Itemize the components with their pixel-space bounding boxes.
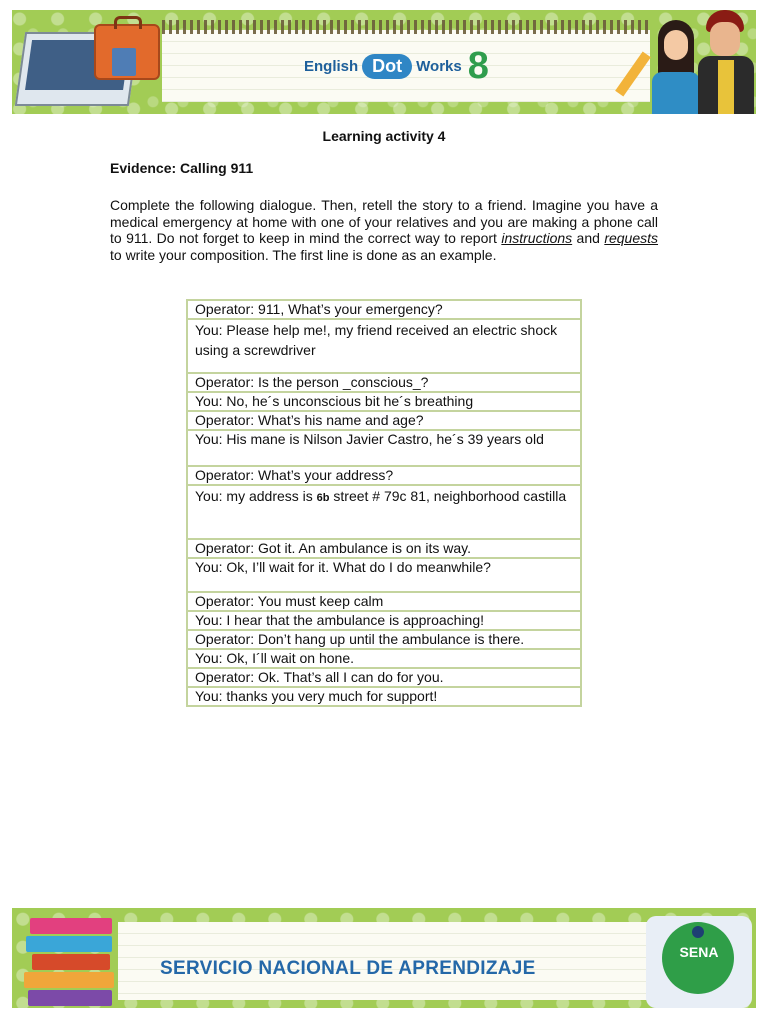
dialogue-line: You: No, he´s unconscious bit he´s breathing bbox=[187, 392, 581, 411]
sena-logo-figure-icon bbox=[692, 926, 704, 938]
dialogue-line: Operator: What’s his name and age? bbox=[187, 411, 581, 430]
footer-banner bbox=[12, 908, 756, 1008]
dialogue-line: You: thanks you very much for support! bbox=[187, 687, 581, 706]
logo-works: Works bbox=[416, 57, 462, 75]
instructions-paragraph bbox=[110, 197, 658, 263]
table-row bbox=[187, 539, 581, 558]
table-row bbox=[187, 319, 581, 373]
dialogue-line: You: Ok, I’ll wait for it. What do I do meanwhile? bbox=[187, 558, 581, 592]
dialogue-line: You: Ok, I´ll wait on hone. bbox=[187, 649, 581, 668]
address-text-end: street # 79c 81, neighborhood castilla bbox=[329, 488, 567, 504]
dialogue-line: Operator: Don’t hang up until the ambulance is there. bbox=[187, 630, 581, 649]
table-row bbox=[187, 611, 581, 630]
page-title: Learning activity 4 bbox=[322, 128, 446, 144]
sena-logo bbox=[646, 916, 752, 1008]
dialogue-line: Operator: 911, What’s your emergency? bbox=[187, 300, 581, 319]
instructions-text-mid: and bbox=[572, 230, 605, 247]
dialogue-line: Operator: Got it. An ambulance is on its way. bbox=[187, 539, 581, 558]
dialogue-table bbox=[186, 299, 582, 707]
logo-dot: Dot bbox=[362, 54, 412, 79]
table-row bbox=[187, 430, 581, 466]
evidence-heading: Evidence: Calling 911 bbox=[110, 160, 254, 176]
organization-name: SERVICIO NACIONAL DE APRENDIZAJE bbox=[160, 958, 536, 979]
dialogue-line: Operator: Ok. That’s all I can do for you. bbox=[187, 668, 581, 687]
address-text-start: You: my address is bbox=[195, 488, 317, 504]
logo-level-number: 8 bbox=[467, 45, 489, 87]
english-dot-works-logo bbox=[304, 46, 489, 86]
table-row bbox=[187, 300, 581, 319]
table-row bbox=[187, 392, 581, 411]
dialogue-line bbox=[187, 485, 581, 539]
pencil-cup-illustration bbox=[112, 48, 136, 76]
address-street-number: 6b bbox=[316, 492, 330, 504]
table-row bbox=[187, 373, 581, 392]
dialogue-line: You: His mane is Nilson Javier Castro, he´s 39 years old bbox=[187, 430, 581, 466]
instructions-link-word: instructions bbox=[501, 230, 573, 247]
dialogue-line: Operator: You must keep calm bbox=[187, 592, 581, 611]
table-row bbox=[187, 592, 581, 611]
table-row bbox=[187, 687, 581, 706]
table-row bbox=[187, 466, 581, 485]
table-row bbox=[187, 649, 581, 668]
table-row bbox=[187, 668, 581, 687]
table-row bbox=[187, 558, 581, 592]
dialogue-line: You: Please help me!, my friend received an electric shock using a screwdriver bbox=[187, 319, 581, 373]
table-row bbox=[187, 411, 581, 430]
student-girl-illustration bbox=[652, 20, 702, 114]
dialogue-line: Operator: What’s your address? bbox=[187, 466, 581, 485]
student-boy-illustration bbox=[698, 10, 754, 114]
logo-english: English bbox=[304, 57, 359, 75]
table-row bbox=[187, 630, 581, 649]
requests-link-word: requests bbox=[604, 230, 659, 247]
dialogue-line: Operator: Is the person _conscious_? bbox=[187, 373, 581, 392]
header-banner bbox=[12, 10, 756, 114]
instructions-text-start: Complete the following dialogue. Then, retell the story to a friend. Imagine you have a medical emergency at home with one of your relatives and you are making a phone call to 911. Do not forget to keep in mind the correct way to report bbox=[110, 197, 658, 247]
dialogue-line: You: I hear that the ambulance is approaching! bbox=[187, 611, 581, 630]
sena-logo-text: SENA bbox=[679, 944, 719, 960]
banner-spiral-binding bbox=[162, 20, 650, 34]
book-stack-illustration bbox=[20, 916, 120, 1008]
table-row bbox=[187, 485, 581, 539]
instructions-text-end: to write your composition. The first line is done as an example. bbox=[110, 246, 497, 263]
